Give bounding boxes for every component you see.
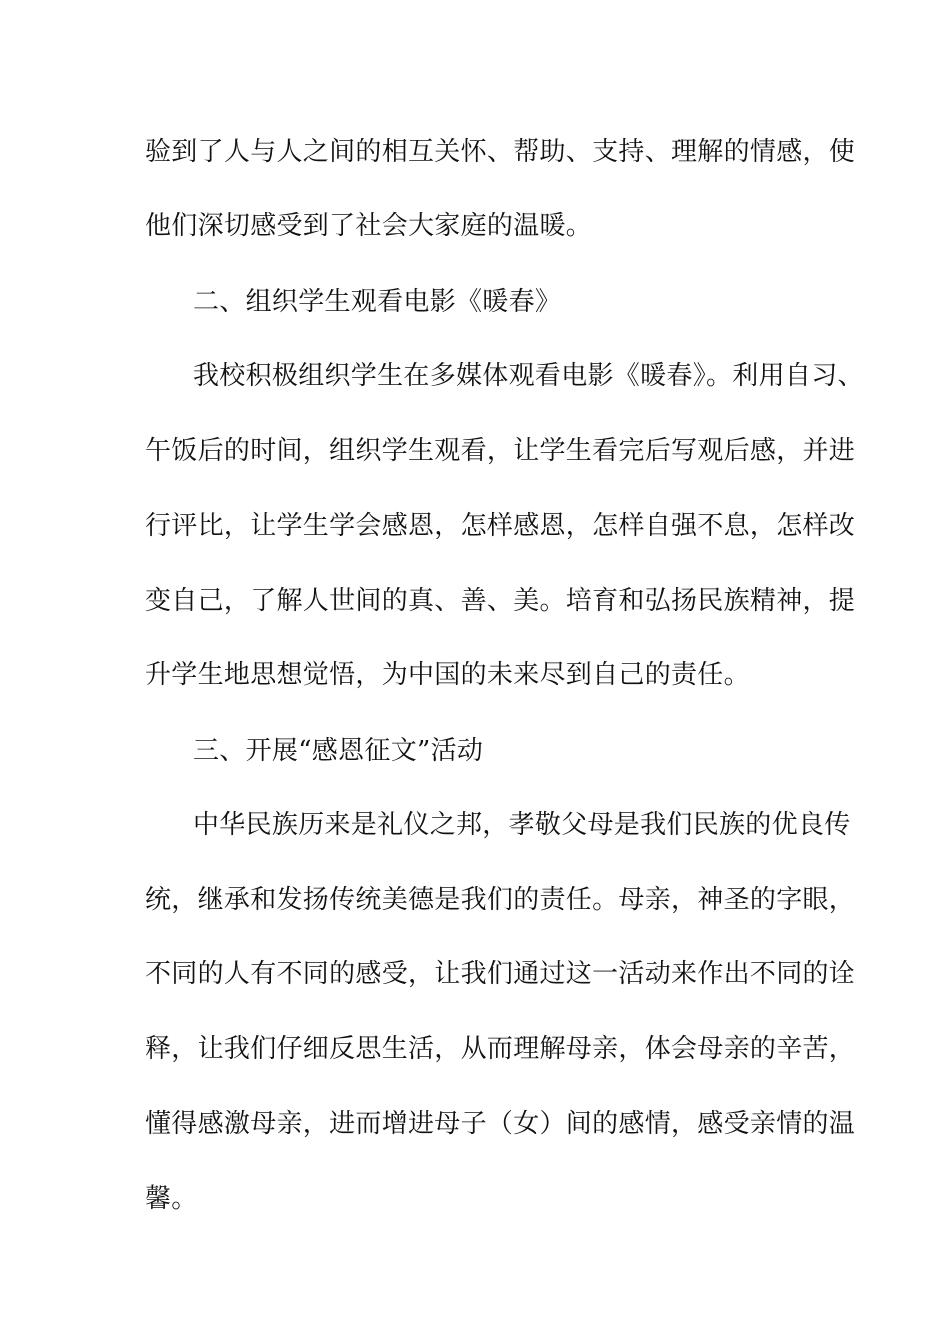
body-text-line: 验到了人与人之间的相互关怀、帮助、支持、理解的情感，使 [145, 137, 856, 167]
body-text-line: 懂得感激母亲，进而增进母子（女）间的感情，感受亲情的温 [145, 1109, 856, 1139]
body-text-line: 升学生地思想觉悟，为中国的未来尽到自己的责任。 [145, 660, 750, 690]
body-text-line: 行评比，让学生学会感恩，怎样感恩，怎样自强不息，怎样改 [145, 511, 856, 541]
body-text-line: 不同的人有不同的感受，让我们通过这一活动来作出不同的诠 [145, 959, 856, 989]
body-text-line: 变自己，了解人世间的真、善、美。培育和弘扬民族精神，提 [145, 586, 856, 616]
body-text-line: 我校积极组织学生在多媒体观看电影《暖春》。利用自习、 [193, 361, 864, 391]
body-text-line: 统，继承和发扬传统美德是我们的责任。母亲，神圣的字眼， [145, 885, 856, 915]
body-text-line: 馨。 [145, 1184, 198, 1214]
body-text-line: 中华民族历来是礼仪之邦，孝敬父母是我们民族的优良传 [193, 810, 851, 840]
section-heading: 三、开展“感恩征文”活动 [193, 736, 484, 766]
body-text-line: 他们深切感受到了社会大家庭的温暖。 [145, 211, 593, 241]
section-heading: 二、组织学生观看电影《暖春》 [193, 287, 562, 317]
body-text-line: 释，让我们仔细反思生活，从而理解母亲，体会母亲的辛苦， [145, 1034, 856, 1064]
body-text-line: 午饭后的时间，组织学生观看，让学生看完后写观后感，并进 [145, 436, 856, 466]
